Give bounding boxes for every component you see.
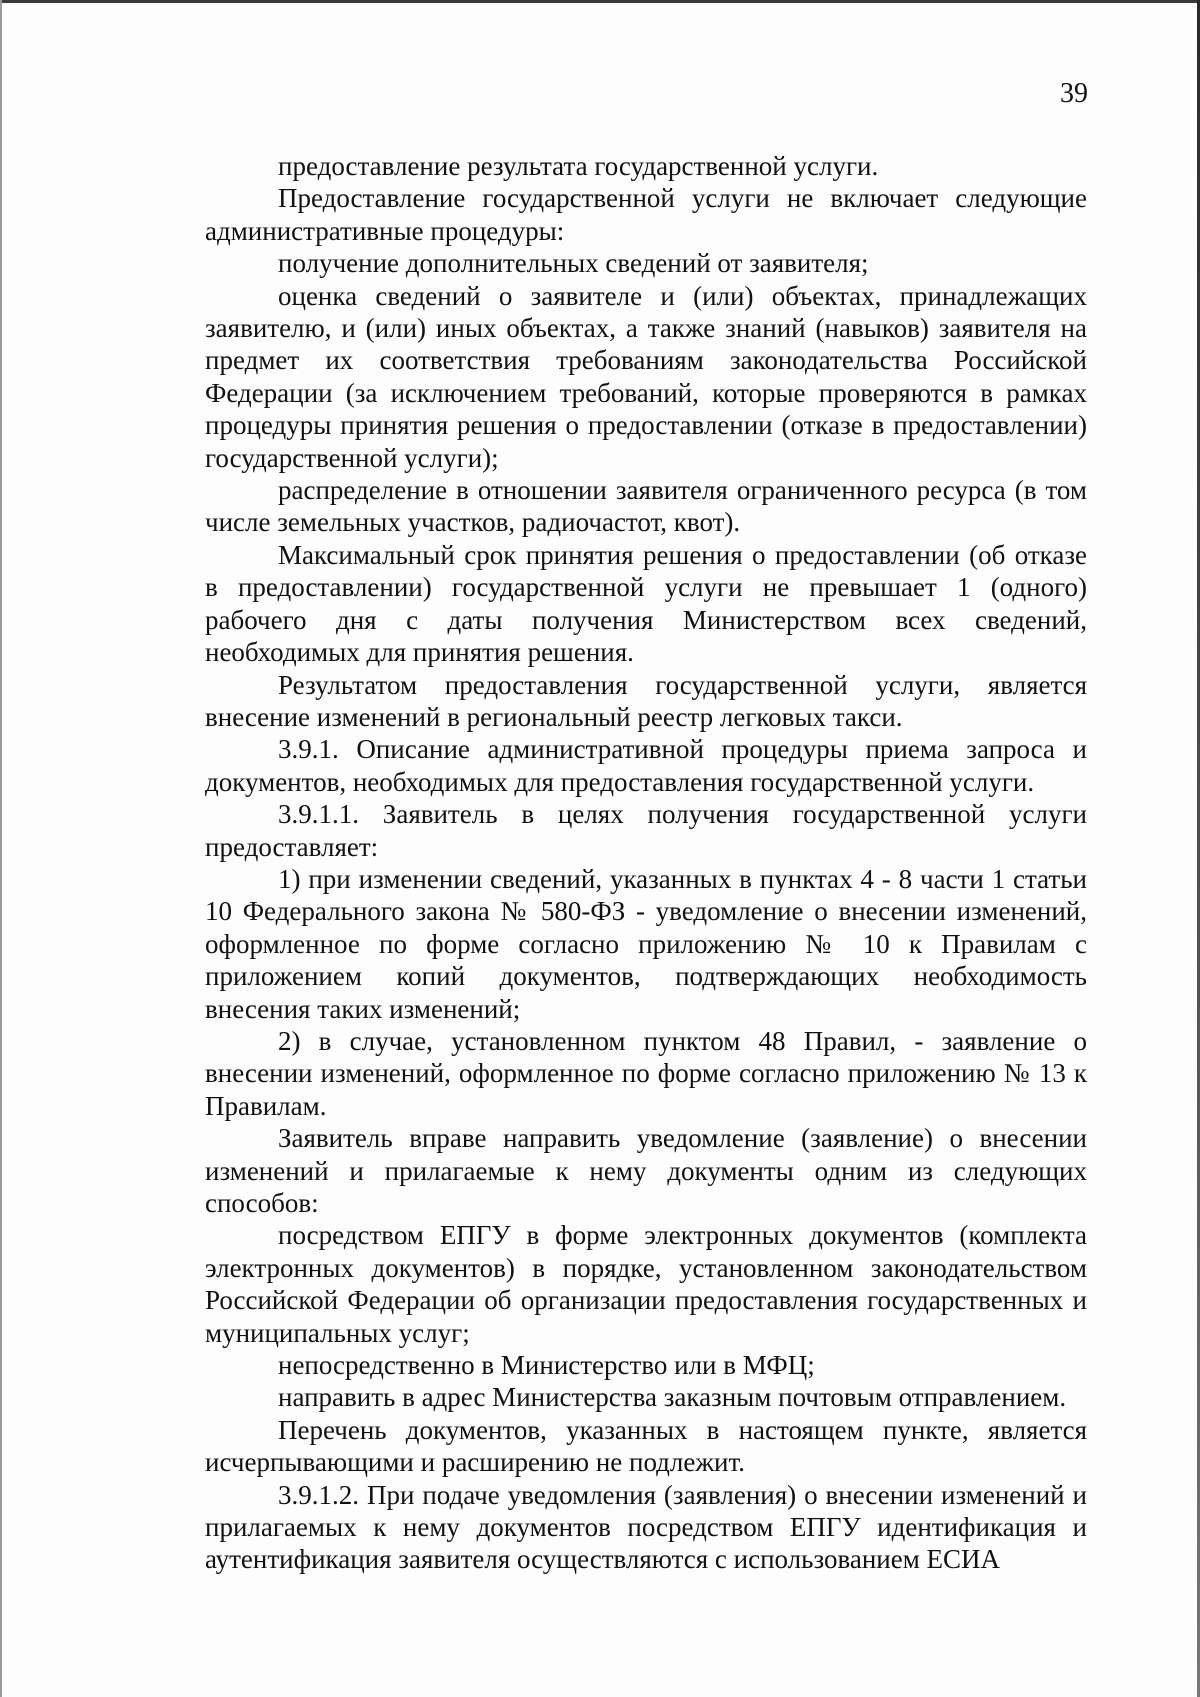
paragraph: посредством ЕПГУ в форме электронных документов (комплекта электронных документов) в порядке, установленном законодательством Российской Федерации об организации предоставления государственных и муниципальных услуг; [205,1220,1087,1348]
paragraph: Максимальный срок принятия решения о предоставлении (об отказе в предоставлении) государственной услуги не превышает 1 (одного) рабочего дня с даты получения Министерством всех сведений, необходимых для принятия решения. [205,539,1087,668]
scan-edge-top [0,0,1200,3]
list-item-2: 2) в случае, установленном пунктом 48 Правил, - заявление о внесении изменений, оформленное по форме согласно приложению № 13 к Правилам. [205,1025,1087,1121]
paragraph: оценка сведений о заявителе и (или) объектах, принадлежащих заявителю, и (или) иных объектах, а также знаний (навыков) заявителя на предмет их соответствия требованиям законодательства Российской Федерации (за исключением требований, которые проверяются в рамках процедуры принятия решения о предоставлении (отказе в предоставлении) государственной услуги); [205,280,1087,473]
paragraph: Предоставление государственной услуги не включает следующие административные процедуры: [205,183,1087,246]
paragraph: непосредственно в Министерство или в МФЦ; [278,1350,815,1381]
scan-edge-left [0,0,2,1697]
section-3-9-1-2: 3.9.1.2. При подаче уведомления (заявления) о внесении изменений и прилагаемых к нему документов посредством ЕПГУ идентификация и аутентификация заявителя осуществляются с использованием ЕСИА [205,1479,1087,1575]
paragraph: предоставление результата государственной услуги. [278,151,879,181]
paragraph: Результатом предоставления государственной услуги, является внесение изменений в региональный реестр легковых такси. [205,669,1087,732]
paragraph: направить в адрес Министерства заказным почтовым отправлением. [278,1382,1067,1413]
section-3-9-1-1: 3.9.1.1. Заявитель в целях получения государственной услуги предоставляет: [205,799,1087,862]
section-heading-3-9-1: 3.9.1. Описание административной процедуры приема запроса и документов, необходимых для предоставления государственной услуги. [205,734,1087,797]
paragraph: распределение в отношении заявителя ограниченного ресурса (в том числе земельных участков, радиочастот, квот). [205,475,1087,538]
page-number: 39 [1060,78,1088,109]
list-item-1: 1) при изменении сведений, указанных в пунктах 4 - 8 части 1 статьи 10 Федерального закона № 580-ФЗ - уведомление о внесении изменений, оформленное по форме согласно приложению № 10 к Правилам с приложением копий документов, подтверждающих необходимость внесения таких изменений; [205,863,1087,1024]
paragraph: Перечень документов, указанных в настоящем пункте, является исчерпывающими и расширению не подлежит. [205,1414,1087,1478]
document-body [205,150,1087,1576]
paragraph: получение дополнительных сведений от заявителя; [278,248,869,279]
paragraph: Заявитель вправе направить уведомление (заявление) о внесении изменений и прилагаемые к нему документы одним из следующих способов: [205,1123,1087,1218]
